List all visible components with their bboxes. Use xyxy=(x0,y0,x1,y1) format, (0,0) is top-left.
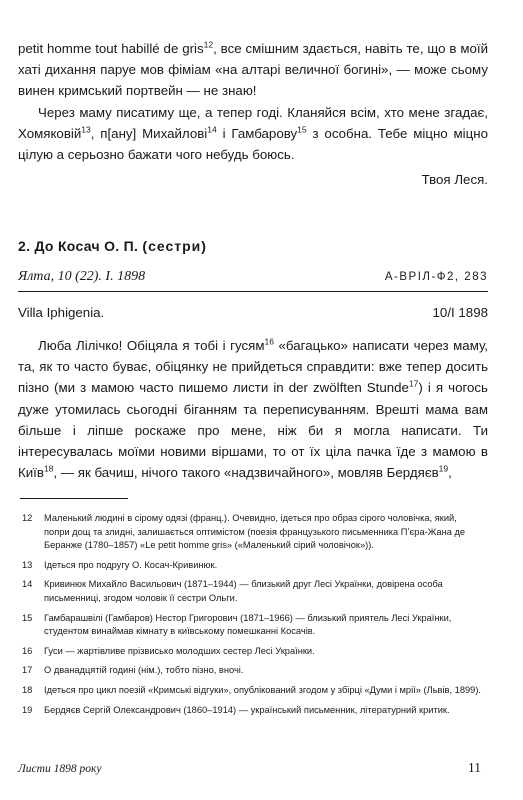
letter-heading xyxy=(18,236,488,257)
letter-place: Villa Iphigenia. xyxy=(18,304,105,320)
footnote-text: О дванадцятій годині (нім.), тобто пізно, вночі. xyxy=(44,665,244,676)
footnote-divider xyxy=(20,498,128,499)
text-run: petit homme tout habillé de gris xyxy=(18,41,204,56)
footnote-number: 13 xyxy=(22,559,33,570)
main-text xyxy=(18,38,488,483)
text-run: Люба Лілічко! Обіцяла я тобі і гусям xyxy=(38,338,265,354)
text-run: , xyxy=(448,465,452,481)
text-run: Через маму писатиму ще, а тепер годі. Кланяйся всім, хто мене згадає, Хомяковій xyxy=(18,104,488,141)
footnote-number: 19 xyxy=(22,704,33,715)
footnote-ref: 15 xyxy=(297,124,307,135)
footnote-item xyxy=(18,578,484,605)
footnote-ref: 14 xyxy=(207,124,217,135)
footnote-ref: 18 xyxy=(43,463,54,474)
footnote-item xyxy=(18,559,484,573)
letter-date: 10/I 1898 xyxy=(432,304,488,320)
letter-date-place: Ялта, 10 (22). І. 1898 xyxy=(18,268,146,284)
footnote-ref: 16 xyxy=(264,336,274,347)
letter-number: 2. До Косач О. П. xyxy=(18,238,139,255)
footnote-text: Ідеться про подругу О. Косач-Кривинюк. xyxy=(44,559,218,570)
page-footer xyxy=(18,760,481,776)
text-run: і Гамбарову xyxy=(216,125,298,141)
footnote-number: 12 xyxy=(22,513,33,523)
footnotes xyxy=(18,512,484,723)
footnote-item xyxy=(18,612,484,639)
footnote-text: Ідеться про цикл поезій «Кримські відгуки», опублікований згодом у збірці «Думи і мрії» (Львів, 1899). xyxy=(44,684,482,695)
text-run: , все смішним здається, навіть те, що в моїй хаті дихання паруе мов фіміам «на алтарі величної богині», — може сьому винен кримський портвейн — не знаю! xyxy=(18,41,489,99)
letter-relation: (сестри) xyxy=(142,238,207,255)
text-run: , п[ану] Михайлові xyxy=(90,125,208,141)
text-run: з особна. Тебе міцно міцно цілую а серьозно бажати чого небудь боюсь. xyxy=(18,125,488,163)
text-run: «багацько» написати через маму, та, як то часто буває, обіцянку не прийдеться справдити: вже тепер досить пізно (ми з мамою часто пишемо листи in der zwölften Stunde xyxy=(18,338,488,396)
footnote-number: 16 xyxy=(22,645,33,656)
footnote-item xyxy=(18,704,484,718)
letter-place-row xyxy=(18,302,488,323)
footnote-item xyxy=(18,684,484,698)
footnote-item xyxy=(18,645,484,659)
footnote-ref: 13 xyxy=(81,124,91,135)
text-run: ) і я чогось дуже утомилась сьогодні біганням та переписуванням. Врешті мама вам більше і ліпше роскаже про мене, ніж би я могла написати. Ти інтересувалась моїми новими віршами, то от їх ціла пачка їде з мамою в Київ xyxy=(18,380,488,481)
letter-meta xyxy=(18,266,488,292)
footnote-number: 15 xyxy=(22,612,33,623)
signature: Твоя Леся. xyxy=(421,172,488,188)
footnote-ref: 19 xyxy=(438,463,449,474)
footnote-ref: 12 xyxy=(203,39,214,50)
footnote-number: 14 xyxy=(22,579,33,590)
text-run: , — як бачиш, нічого такого «надзвичайного», мовляв Бердяєв xyxy=(53,465,439,481)
footnote-text: Бердяєв Сергій Олександрович (1860–1914) — український письменник, літературний критик. xyxy=(44,704,450,715)
footnote-ref: 17 xyxy=(408,379,419,390)
footnote-text: Кривинюк Михайло Васильович (1871–1944) — близький друг Лесі Українки, довірена особа письменниці, згодом чоловік її сестри Ольги. xyxy=(44,579,443,603)
page-number: 11 xyxy=(468,760,481,775)
footnote-text: Гуси — жартівливе прізвисько молодших сестер Лесі Українки. xyxy=(44,645,315,656)
continuation-paragraph xyxy=(18,38,488,102)
footnote-text: Гамбарашвілі (Гамбаров) Нестор Григорович (1871–1966) — близький приятель Лесі Українки, студентом винаймав кімнату в київському помешканні Косачів. xyxy=(44,612,452,637)
footnote-text: Маленький людині в сірому одязі (франц.). Очевидно, ідеться про образ сірого чоловічка, який, попри дощ та злидні, залишається оптимістом (поезія французького письменника Пʼєра-Жана де Беранже (1780–1857) «Le petit homme gris» («Маленький сірий чоловічок»)). xyxy=(44,513,466,551)
letter-body xyxy=(18,335,488,483)
closing-paragraph xyxy=(18,102,488,166)
archive-reference: А-ВРІЛ-Ф2, 283 xyxy=(384,270,488,283)
footnote-number: 17 xyxy=(22,665,33,676)
footnote-item xyxy=(18,512,484,553)
footnote-item xyxy=(18,664,484,678)
running-title: Листи 1898 року xyxy=(18,763,102,775)
footnote-number: 18 xyxy=(22,684,33,695)
